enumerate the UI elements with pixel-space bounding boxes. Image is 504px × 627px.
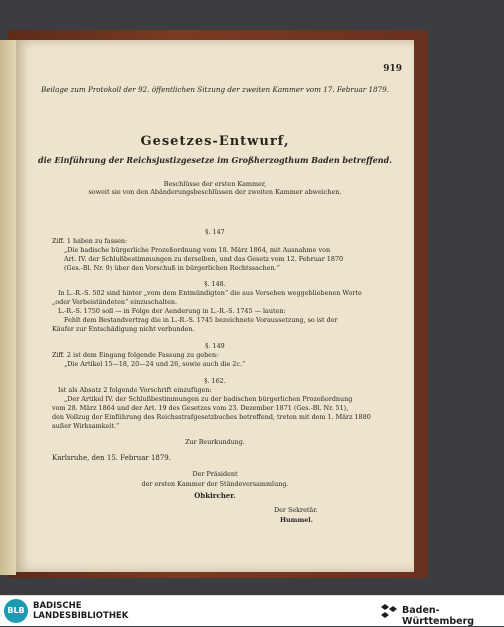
body-line: Art. IV. der Schlußbestimmungen zu derselben, und das Gesetz vom 12. Februar 1870 [64,255,344,263]
section-heading: §. 147 [205,228,225,236]
place-date: Karlsruhe, den 15. Februar 1879. [52,454,171,462]
page-number: 919 [383,64,402,74]
intro-line: Beschlüsse der ersten Kammer, [163,180,267,188]
body-line: Fehlt dem Bestandvertrag die in L.-R.-S. 1745 bezeichnete Voraussetzung, so ist der [64,316,338,324]
body-line: den Vollzug der Einführung des Reichsstrafgesetzbuches betreffend, treten mit dem 1. März 1880 [52,413,371,421]
document-subtitle: die Einführung der Reichsjustizgesetze im Großherzogthum Baden betreffend. [37,155,393,165]
signature-role: Der Sekretär. [274,506,318,514]
signature-name: Hummel. [280,516,313,524]
certification-line: Zur Beurkundung. [185,438,245,446]
body-line: Ziff. 1 haben zu fassen: [52,237,128,245]
body-line: (Ges.-Bl. Nr. 9) über den Vorschuß in bürgerlichen Rechtssachen.“ [64,264,280,272]
body-line: L.-R.-S. 1750 soll — in Folge der Aenderung in L.-R.-S. 1745 — lauten: [58,307,286,315]
library-name[interactable] [33,601,128,621]
signature-role: Der Präsident [192,470,238,478]
document-title: Gesetzes-Entwurf, [140,134,290,149]
body-line: außer Wirksamkeit.“ [52,422,120,430]
state-name[interactable]: Baden-Württemberg [402,605,475,627]
left-page-edge [0,40,16,575]
document-page [16,40,414,572]
page-header: Beilage zum Protokoll der 92. öffentlichen Sitzung der zweiten Kammer vom 17. Februar 1879. [40,85,390,94]
body-line: „oder Verbeiständeten“ einzuschalten. [52,298,178,306]
body-line: „Die Artikel 15—18, 20—24 und 26, sowie auch die 2c.“ [64,360,246,368]
body-line: Käufer zur Entschädigung nicht verbunden. [52,325,195,333]
body-line: „Die badische bürgerliche Prozeßordnung vom 18. März 1864, mit Ausnahme von [64,246,331,254]
body-line: In L.-R.-S. 502 sind hinter „vom dem Entmündigten“ die aus Versehen weggebliebenen Worte [58,289,362,297]
intro-line: soweit sie von den Abänderungsbeschlüssen der zweiten Kammer abweichen. [88,188,342,196]
signature-name: Obkircher. [194,491,236,500]
library-name-line: LANDESBIBLIOTHEK [33,611,129,621]
section-heading: §. 148. [204,280,226,288]
library-name-line: BADISCHE [33,601,82,611]
body-line: Ist als Absatz 2 folgende Vorschrift einzufügen: [58,386,212,394]
body-line: Ziff. 2 ist dem Eingang folgende Fassung zu geben: [52,351,219,359]
body-line: „Der Artikel IV. der Schlußbestimmungen zu der badischen bürgerlichen Prozeßordnung [64,395,353,403]
footer-bar [0,595,504,626]
section-heading: §. 149 [205,342,225,350]
signature-role: der ersten Kammer der Ständeversammlung. [141,480,289,488]
library-logo-icon[interactable]: BLB [4,599,28,623]
section-heading: §. 162. [204,377,226,385]
body-line: vom 28. März 1864 und der Art. 19 des Gesetzes vom 23. Dezember 1871 (Ges.-Bl. Nr. 51), [52,404,349,412]
state-coat-of-arms-icon [378,601,400,621]
